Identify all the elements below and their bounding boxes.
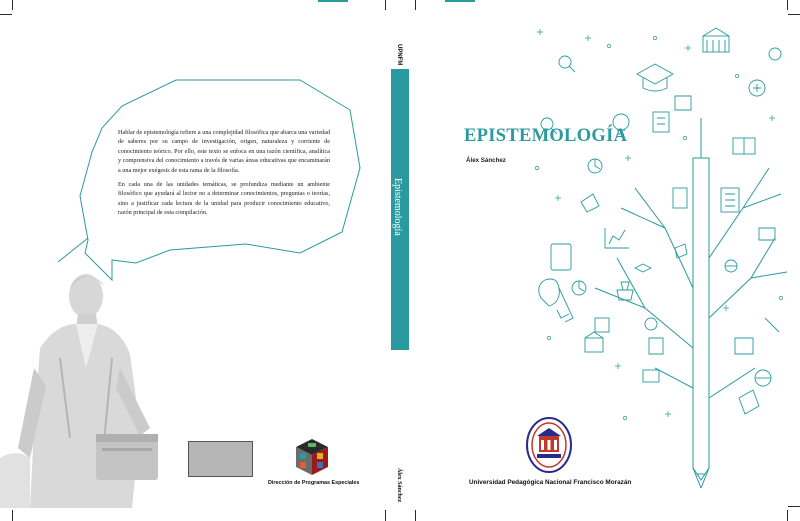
blurb-paragraph-1: Hablar de epistemología refiere a una complejidad filosófica que abarca una variedad de saberes por su campo de investigación, origen, naturaleza y corriente de conocimiento teórico. Por ello, este texto se enfoca en una razón científica, analítica y comprensiva del conocimiento a través de varias áreas educativas que encaminarán a una mejor exégesis de esta rama de la filosofía. xyxy=(118,129,330,174)
spine-imprint: UPNFM xyxy=(396,44,402,66)
university-name: Universidad Pedagógica Nacional Francisco Morazán xyxy=(469,479,632,486)
book-spine xyxy=(385,0,415,521)
book-author: Álex Sánchez xyxy=(466,157,506,164)
barcode-placeholder xyxy=(188,441,253,477)
spine-title: Epistemología xyxy=(392,178,403,236)
blurb-paragraph-2: En cada una de las unidades temáticas, se profundiza mediante un ambiente filosófico que ayudará al lector no a determinar conocimientos, preguntas o teorías, sino a justificar cada lectura de la unidad para producir conocimiento educativo, razón principal de esta compilación. xyxy=(118,181,330,217)
back-cover-blurb xyxy=(118,128,330,223)
book-title: EPISTEMOLOGÍA xyxy=(464,126,628,146)
publisher-label: Dirección de Programas Especiales xyxy=(268,480,360,486)
cube-logo-icon xyxy=(292,437,332,477)
statue-photo xyxy=(0,258,175,508)
back-cover xyxy=(0,0,385,521)
university-seal-icon xyxy=(525,416,573,474)
spine-author: Álex Sánchez xyxy=(396,468,402,503)
